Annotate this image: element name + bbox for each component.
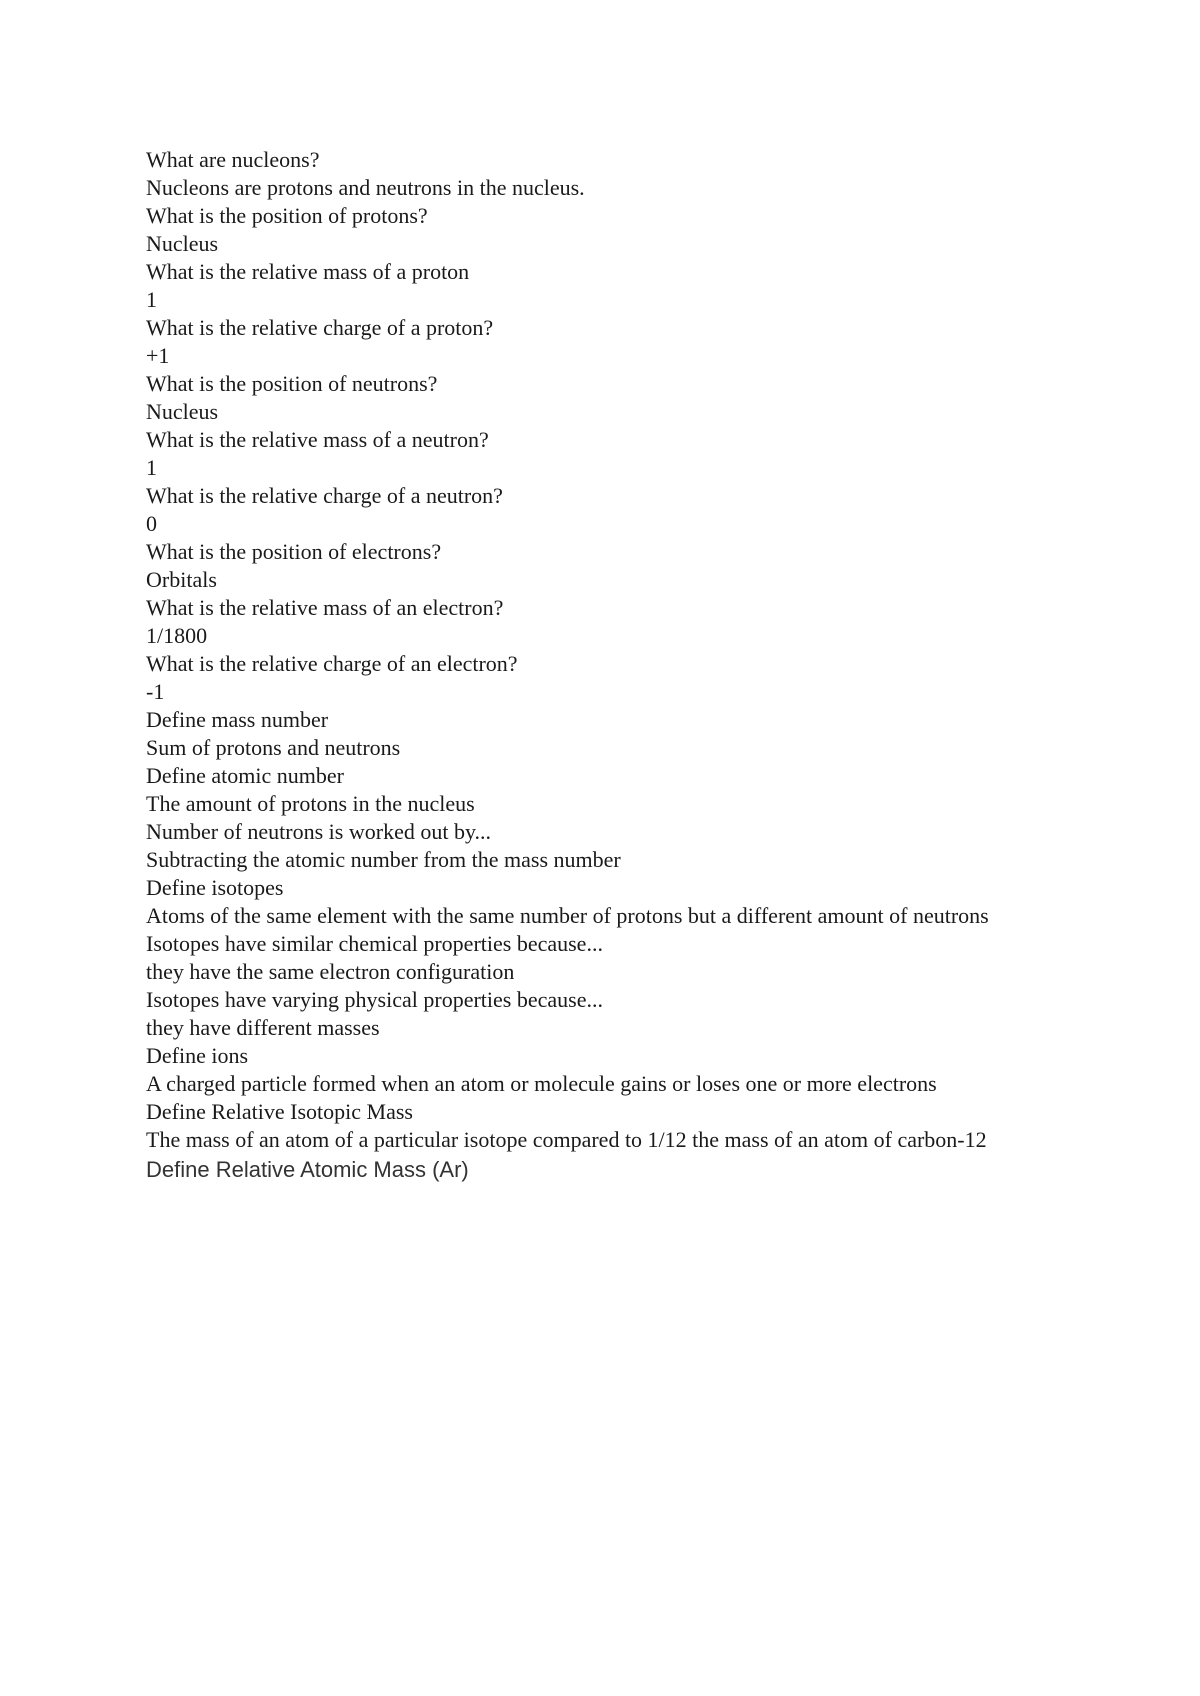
question-line: What is the position of neutrons? [146, 371, 438, 396]
answer-line: 0 [146, 511, 157, 536]
answer-line: A charged particle formed when an atom or molecule gains or loses one or more electrons [146, 1071, 937, 1096]
answer-line: The amount of protons in the nucleus [146, 791, 475, 816]
answer-line: +1 [146, 343, 170, 368]
question-line: What is the relative charge of a proton? [146, 315, 494, 340]
question-line: Isotopes have similar chemical properties because... [146, 931, 603, 956]
question-line: What are nucleons? [146, 147, 320, 172]
question-line: Define ions [146, 1043, 249, 1068]
question-line: Number of neutrons is worked out by... [146, 819, 492, 844]
question-line: Define isotopes [146, 875, 284, 900]
answer-line: Orbitals [146, 567, 217, 592]
question-line: Define Relative Isotopic Mass [146, 1099, 413, 1124]
question-line: What is the relative mass of an electron? [146, 595, 504, 620]
question-line: What is the relative charge of an electron? [146, 651, 518, 676]
answer-line: 1 [146, 287, 157, 312]
answer-line: -1 [146, 679, 165, 704]
question-line: What is the relative mass of a neutron? [146, 427, 489, 452]
flashcard-text [146, 146, 1066, 1184]
question-line: Define Relative Atomic Mass (Ar) [146, 1157, 469, 1182]
question-line: Define mass number [146, 707, 329, 732]
question-line: Isotopes have varying physical properties because... [146, 987, 603, 1012]
answer-line: they have the same electron configuration [146, 959, 515, 984]
answer-line: Nucleons are protons and neutrons in the nucleus. [146, 175, 585, 200]
question-line: Define atomic number [146, 763, 344, 788]
question-line: What is the position of protons? [146, 203, 428, 228]
answer-line: 1/1800 [146, 623, 208, 648]
answer-line: 1 [146, 455, 157, 480]
question-line: What is the position of electrons? [146, 539, 442, 564]
answer-line: The mass of an atom of a particular isotope compared to 1/12 the mass of an atom of carbon-12 [146, 1127, 987, 1152]
answer-line: Nucleus [146, 231, 219, 256]
answer-line: Nucleus [146, 399, 219, 424]
question-line: What is the relative mass of a proton [146, 259, 470, 284]
answer-line: Atoms of the same element with the same number of protons but a different amount of neutrons [146, 903, 989, 928]
answer-line: they have different masses [146, 1015, 380, 1040]
answer-line: Sum of protons and neutrons [146, 735, 401, 760]
question-line: What is the relative charge of a neutron? [146, 483, 503, 508]
answer-line: Subtracting the atomic number from the mass number [146, 847, 621, 872]
